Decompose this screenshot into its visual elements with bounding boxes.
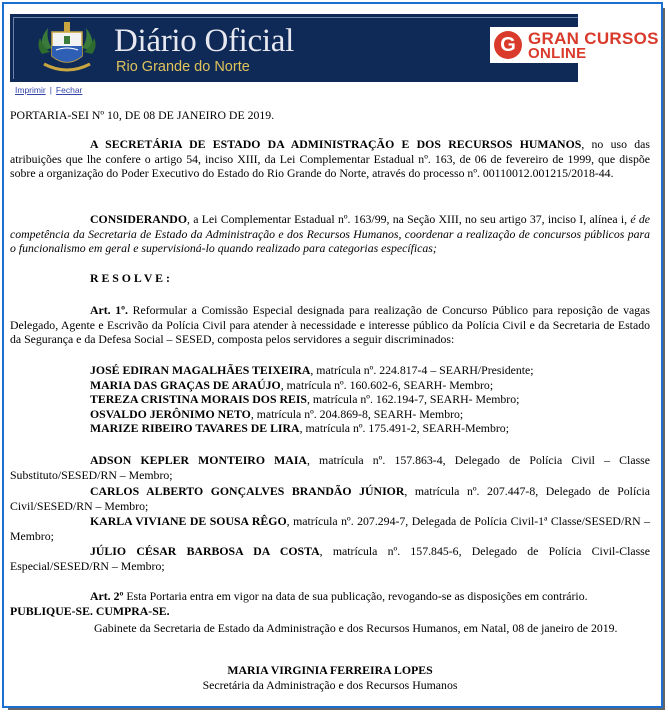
gran-cursos-logo [490, 27, 657, 63]
list-item [90, 392, 650, 407]
list-item [10, 453, 650, 482]
page-title: Diário Oficial [114, 23, 294, 59]
page-subtitle: Rio Grande do Norte [116, 59, 250, 75]
paragraph-article-2 [10, 589, 650, 604]
member-name: MARIA DAS GRAÇAS DE ARAÚJO [90, 377, 281, 392]
member-name: TEREZA CRISTINA MORAIS DOS REIS [90, 392, 307, 406]
delegate-info: , matrícula nº. 157.863-4, Delegado de Polícia Civil – Classe Substituto/SESED/RN – Membro; [10, 453, 650, 482]
preamble-text: , no uso das atribuições que lhe confere o artigo 54, inciso XIII, da Lei Complementar Estadual nº. 163, de 06 de fevereiro de 1999, que dispõe sobre a organização do Poder Executivo do Estado do Rio Grande do Norte, através do processo nº. 00110012.001215/2018-44. [10, 137, 650, 180]
member-list [90, 363, 650, 436]
print-link[interactable]: Imprimir [15, 85, 46, 95]
delegate-info: , matrícula nº. 157.845-6, Delegado de Polícia Civil-Classe Especial/SESED/RN – Membro; [10, 544, 650, 573]
link-separator: | [49, 85, 52, 95]
list-item [90, 363, 650, 378]
gran-cursos-logo-line1: GRAN CURSOS [528, 29, 659, 48]
list-item [10, 544, 650, 573]
close-link[interactable]: Fechar [55, 85, 83, 95]
considerando-italic-text: é de competência da Secretaria de Estado da Administração e dos Recursos Humanos, coordenar a realização de concursos públicos para o funcionalismo em geral e supervisioná-lo quando realizado para categorias específicas; [10, 212, 650, 255]
list-item [90, 421, 650, 436]
delegate-name: JÚLIO CÉSAR BARBOSA DA COSTA [90, 544, 320, 558]
toolbar-links [15, 85, 82, 95]
paragraph-preamble [10, 137, 650, 181]
signer-name: MARIA VIRGINIA FERREIRA LOPES [227, 663, 433, 677]
state-crest-icon [34, 20, 100, 76]
list-item [10, 514, 650, 543]
list-item [10, 484, 650, 513]
resolve-heading: R E S O L V E : [90, 271, 170, 285]
list-item [90, 407, 650, 422]
delegate-name: ADSON KEPLER MONTEIRO MAIA [90, 453, 307, 467]
member-info: , matrícula nº. 224.817-4 – SEARH/Presidente; [310, 363, 534, 377]
considerando-text: , a Lei Complementar Estadual nº. 163/99, na Seção XIII, no seu artigo 37, inciso I, alínea i, [187, 212, 631, 226]
member-name: MARIZE RIBEIRO TAVARES DE LIRA [90, 421, 300, 435]
member-info: , matrícula nº. 160.602-6, SEARH- Membro; [280, 377, 494, 392]
publique-heading: PUBLIQUE-SE. CUMPRA-SE. [10, 604, 170, 618]
preamble-authority: A SECRETÁRIA DE ESTADO DA ADMINISTRAÇÃO E DOS RECURSOS HUMANOS [90, 137, 582, 151]
member-info: , matrícula nº. 175.491-2, SEARH-Membro; [299, 421, 509, 435]
article-2-label: Art. 2º [90, 589, 124, 603]
paragraph-considerando [10, 212, 650, 256]
paragraph-article-1 [10, 303, 650, 347]
delegate-info: , matrícula nº. 207.294-7, Delegada de Polícia Civil-1ª Classe/SESED/RN – Membro; [10, 514, 651, 543]
delegate-name: KARLA VIVIANE DE SOUSA RÊGO [90, 514, 287, 528]
considerando-label: CONSIDERANDO [90, 212, 188, 226]
gran-cursos-logo-letter: G [500, 34, 516, 56]
article-1-text: Reformular a Comissão Especial designada para realização de Concurso Público para reposição de vagas Delegado, Agente e Escrivão da Polícia Civil para atender à necessidade e interesse público da Polícia Civil e da Secretaria de Estado da Segurança e da Defesa Social – SESED, composta pelos servidores a seguir discriminados: [10, 303, 650, 346]
signer-title: Secretária da Administração e dos Recursos Humanos [202, 678, 458, 692]
delegate-name: CARLOS ALBERTO GONÇALVES BRANDÃO JÚNIOR [90, 484, 405, 498]
document-heading: PORTARIA-SEI Nº 10, DE 08 DE JANEIRO DE 2019. [10, 108, 275, 122]
gran-cursos-logo-line2: ONLINE [528, 45, 587, 62]
article-2-text: Esta Portaria entra em vigor na data de sua publicação, revogando-se as disposições em contrário. [123, 589, 588, 603]
member-name: OSVALDO JERÔNIMO NETO [90, 406, 251, 421]
gabinete-paragraph: Gabinete da Secretaria de Estado da Administração e dos Recursos Humanos, em Natal, 08 de janeiro de 2019. [94, 621, 618, 635]
member-info: , matrícula nº. 162.194-7, SEARH- Membro; [307, 392, 520, 406]
list-item [90, 378, 650, 393]
article-1-label: Art. 1º. [90, 303, 128, 317]
member-name: JOSÉ EDIRAN MAGALHÃES TEIXEIRA [90, 363, 311, 377]
delegate-info: , matrícula nº. 207.447-8, Delegado de Polícia Civil/SESED/RN – Membro; [10, 484, 650, 513]
member-info: , matrícula nº. 204.869-8, SEARH- Membro; [250, 406, 464, 421]
